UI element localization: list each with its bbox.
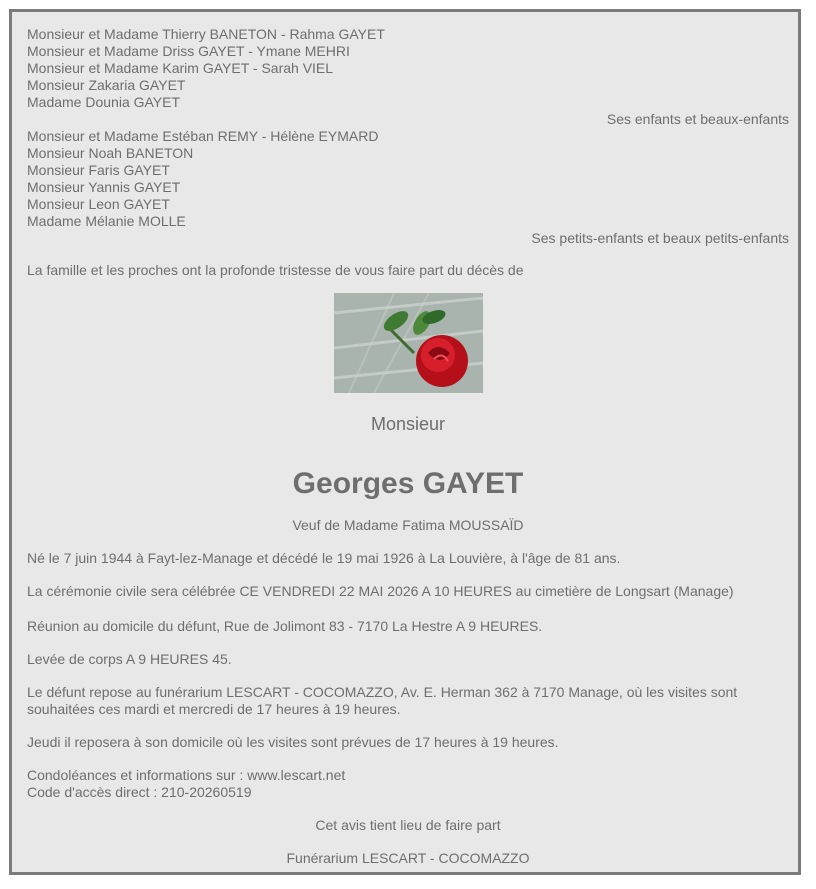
grandchildren-item: Madame Mélanie MOLLE xyxy=(27,213,186,229)
grandchildren-item: Monsieur Noah BANETON xyxy=(27,145,194,161)
funeral-home-name: Funérarium LESCART - COCOMAZZO xyxy=(286,850,530,866)
birth-death-info: Né le 7 juin 1944 à Fayt-lez-Manage et décédé le 19 mai 1926 à La Louvière, à l'âge de 81 ans. xyxy=(27,550,621,566)
children-item: Madame Dounia GAYET xyxy=(27,94,181,110)
grandchildren-item: Monsieur et Madame Estéban REMY - Hélène EYMARD xyxy=(27,128,379,144)
rest-info xyxy=(27,684,789,718)
grandchildren-label: Ses petits-enfants et beaux petits-enfants xyxy=(531,230,789,246)
grandchildren-item: Monsieur Leon GAYET xyxy=(27,196,170,212)
children-label: Ses enfants et beaux-enfants xyxy=(606,111,789,127)
rest-line: Le défunt repose au funérarium LESCART - COCOMAZZO, Av. E. Herman 362 à 7170 Manage, où les visites sont xyxy=(27,684,738,700)
children-list xyxy=(27,26,789,111)
grandchildren-list xyxy=(27,128,789,230)
children-item: Monsieur et Madame Driss GAYET - Ymane MEHRI xyxy=(27,43,350,59)
announcement-text: La famille et les proches ont la profonde tristesse de vous faire part du décès de xyxy=(27,262,524,278)
notice-text: Cet avis tient lieu de faire part xyxy=(315,817,501,833)
ceremony-info: La cérémonie civile sera célébrée CE VENDREDI 22 MAI 2026 A 10 HEURES au cimetière de Longsart (Manage) xyxy=(27,583,734,599)
contact-info xyxy=(27,767,789,801)
children-item: Monsieur et Madame Thierry BANETON - Rahma GAYET xyxy=(27,26,385,42)
children-item: Monsieur et Madame Karim GAYET - Sarah VIEL xyxy=(27,60,334,76)
grandchildren-item: Monsieur Yannis GAYET xyxy=(27,179,181,195)
red-rose-icon xyxy=(334,293,483,393)
grandchildren-item: Monsieur Faris GAYET xyxy=(27,162,170,178)
honorific: Monsieur xyxy=(370,414,446,434)
rest-line: souhaitées ces mardi et mercredi de 17 heures à 19 heures. xyxy=(27,701,401,717)
obituary-card xyxy=(9,9,801,875)
obituary-content xyxy=(27,26,789,867)
condolences-link[interactable]: Condoléances et informations sur : www.lescart.net xyxy=(27,767,346,783)
home-visit-info: Jeudi il reposera à son domicile où les visites sont prévues de 17 heures à 19 heures. xyxy=(27,734,559,750)
spouse-info: Veuf de Madame Fatima MOUSSAÏD xyxy=(292,517,524,533)
meeting-info: Réunion au domicile du défunt, Rue de Jolimont 83 - 7170 La Hestre A 9 HEURES. xyxy=(27,618,543,634)
children-item: Monsieur Zakaria GAYET xyxy=(27,77,186,93)
access-code: Code d'accès direct : 210-20260519 xyxy=(27,784,252,800)
body-lift-info: Levée de corps A 9 HEURES 45. xyxy=(27,651,232,667)
deceased-name: Georges GAYET xyxy=(292,467,524,500)
